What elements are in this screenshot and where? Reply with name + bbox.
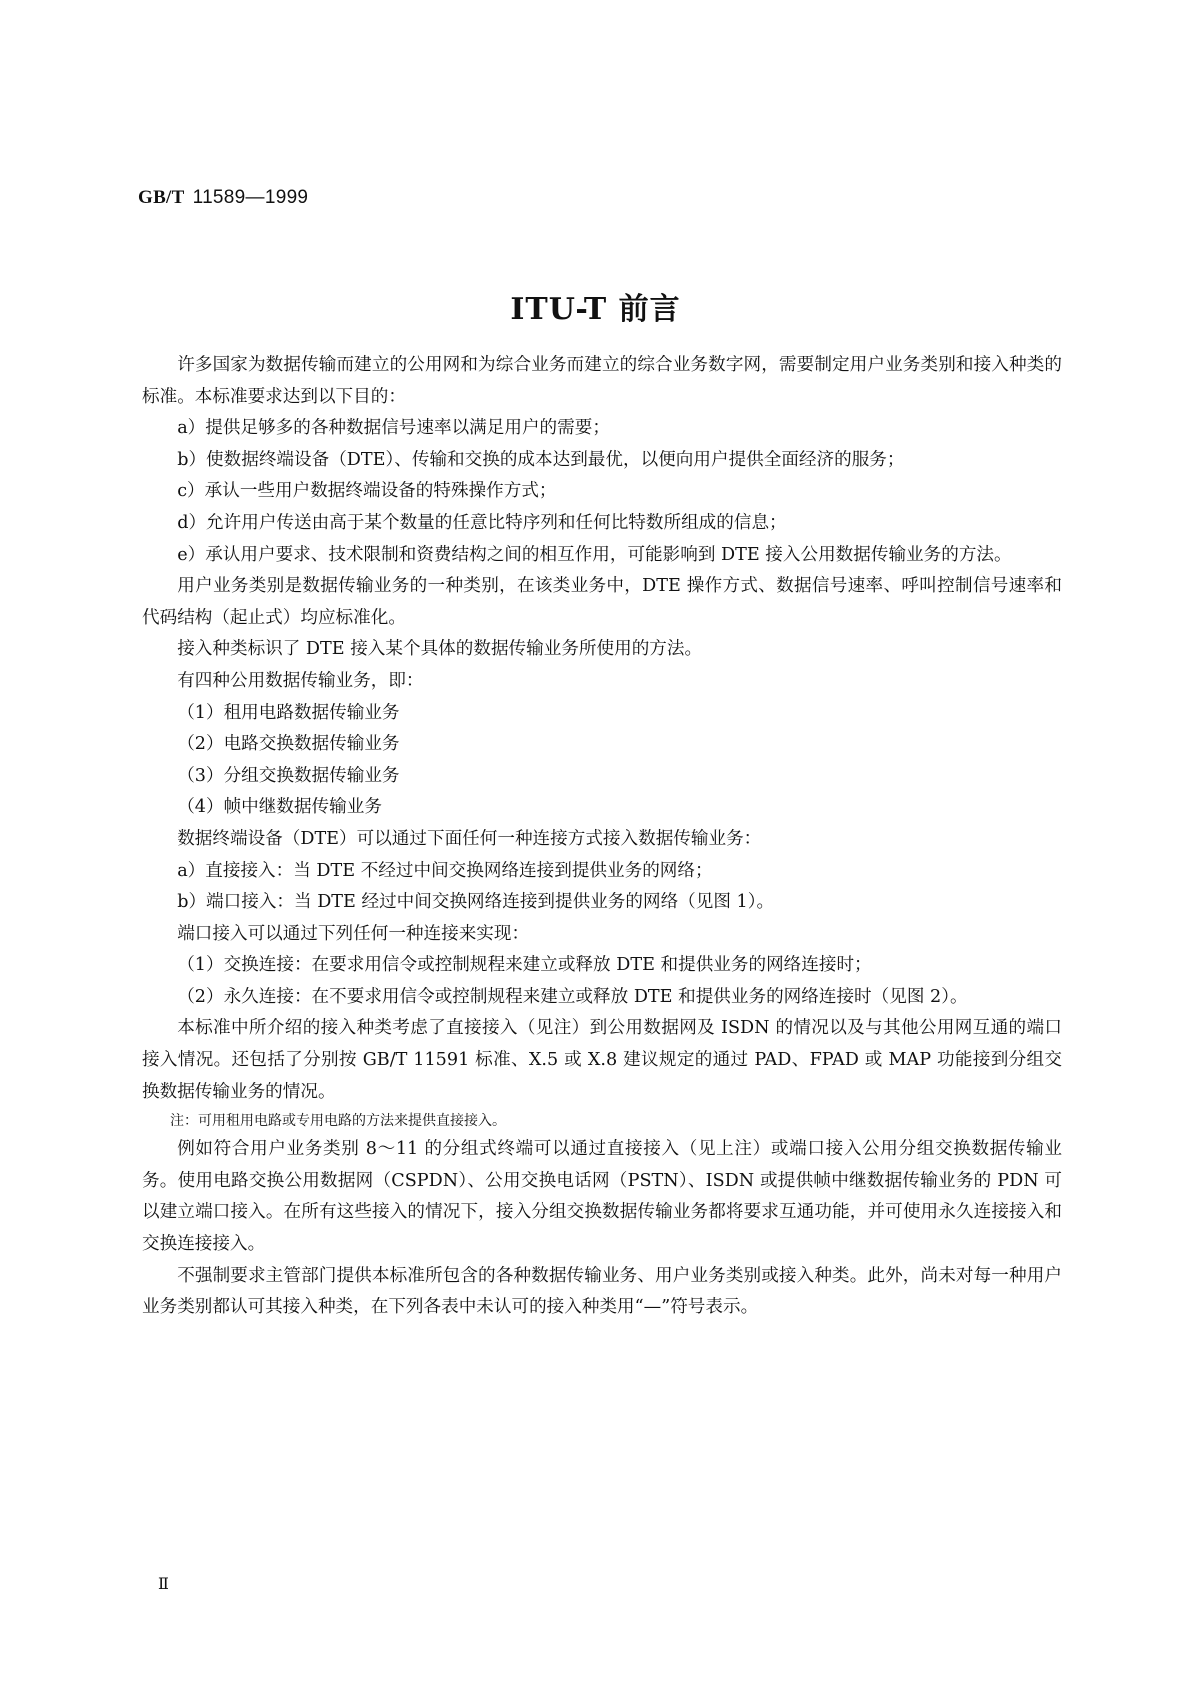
page-title: ITU-T 前言 [510, 292, 681, 327]
paragraph-scope: 本标准中所介绍的接入种类考虑了直接接入（见注）到公用数据网及 ISDN 的情况以及与其他公用网互通的端口接入情况。还包括了分别按 GB/T 11591 标准、X.5 或 X.8 建议规定的通过 PAD、FPAD 或 MAP 功能接到分组交换数据传输业务的情况。 [142, 1018, 1062, 1102]
paragraph-port-access-ways: 端口接入可以通过下列任何一种连接来实现： [177, 923, 530, 944]
list-item-direct-access: a）直接接入：当 DTE 不经过中间交换网络连接到提供业务的网络； [177, 860, 713, 881]
list-item-port-access: b）端口接入：当 DTE 经过中间交换网络连接到提供业务的网络（见图 1）。 [177, 892, 775, 913]
paragraph-four-services: 有四种公用数据传输业务，即： [177, 670, 424, 691]
list-item-service-3: （3）分组交换数据传输业务 [177, 765, 400, 786]
body-text [142, 350, 1062, 1324]
paragraph-dte-access: 数据终端设备（DTE）可以通过下面任何一种连接方式接入数据传输业务： [177, 828, 762, 849]
page-number: Ⅱ [158, 1576, 169, 1593]
list-item-d: d）允许用户传送由高于某个数量的任意比特序列和任何比特数所组成的信息； [177, 512, 787, 533]
list-item-c: c）承认一些用户数据终端设备的特殊操作方式； [177, 481, 557, 502]
list-item-service-1: （1）租用电路数据传输业务 [177, 702, 400, 723]
list-item-a: a）提供足够多的各种数据信号速率以满足用户的需要； [177, 418, 610, 439]
list-item-service-4: （4）帧中继数据传输业务 [177, 797, 382, 818]
paragraph-not-mandatory: 不强制要求主管部门提供本标准所包含的各种数据传输业务、用户业务类别或接入种类。此外，尚未对每一种用户业务类别都认可其接入种类，在下列各表中未认可的接入种类用“—”符号表示。 [142, 1265, 1062, 1318]
standard-prefix: GB/T [138, 187, 185, 208]
standard-number: 11589—1999 [192, 187, 309, 208]
paragraph-user-class: 用户业务类别是数据传输业务的一种类别，在该类业务中，DTE 操作方式、数据信号速率、呼叫控制信号速率和代码结构（起止式）均应标准化。 [142, 576, 1062, 628]
paragraph-intro: 许多国家为数据传输而建立的公用网和为综合业务而建立的综合业务数字网，需要制定用户业务类别和接入种类的标准。本标准要求达到以下目的： [142, 355, 1062, 407]
list-item-permanent-connection: （2）永久连接：在不要求用信令或控制规程来建立或释放 DTE 和提供业务的网络连接时（见图 2）。 [177, 986, 968, 1007]
paragraph-access-category: 接入种类标识了 DTE 接入某个具体的数据传输业务所使用的方法。 [177, 639, 703, 660]
list-item-e: e）承认用户要求、技术限制和资费结构之间的相互作用，可能影响到 DTE 接入公用数据传输业务的方法。 [177, 544, 1012, 565]
note: 注：可用租用电路或专用电路的方法来提供直接接入。 [170, 1113, 506, 1130]
paragraph-example: 例如符合用户业务类别 8～11 的分组式终端可以通过直接接入（见上注）或端口接入公用分组交换数据传输业务。使用电路交换公用数据网（CSPDN）、公用交换电话网（PSTN）、ISDN 或提供帧中继数据传输业务的 PDN 可以建立端口接入。在所有这些接入的情况下，接入分组交换数据传输业务都将要求互通功能，并可使用永久连接接入和交换连接接入。 [142, 1139, 1062, 1255]
standard-code [138, 186, 308, 209]
list-item-service-2: （2）电路交换数据传输业务 [177, 734, 400, 755]
list-item-b: b）使数据终端设备（DTE）、传输和交换的成本达到最优，以便向用户提供全面经济的服务； [177, 449, 905, 470]
list-item-switched-connection: （1）交换连接：在要求用信令或控制规程来建立或释放 DTE 和提供业务的网络连接时； [177, 955, 872, 976]
